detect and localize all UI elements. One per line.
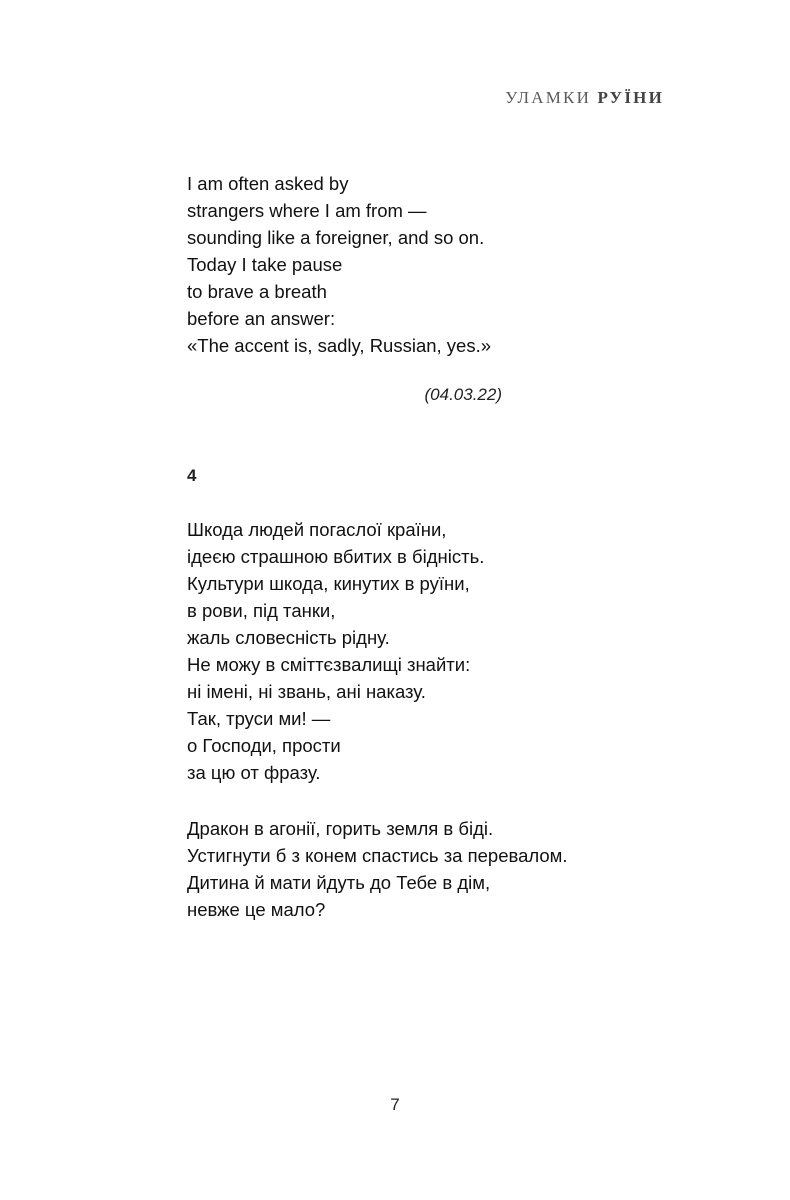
header-title-light: УЛАМКИ bbox=[505, 88, 592, 107]
page-number: 7 bbox=[390, 1095, 400, 1114]
poem-line: I am often asked by bbox=[187, 173, 349, 194]
poem-line: Не можу в сміттєзвалищі знайти: bbox=[187, 654, 471, 675]
poem-line: Today I take pause bbox=[187, 254, 343, 275]
poem-line: Дитина й мати йдуть до Тебе в дім, bbox=[187, 872, 491, 893]
header-title-bold: РУЇНИ bbox=[597, 88, 664, 107]
poem-line: в рови, під танки, bbox=[187, 600, 336, 621]
poem-line: Так, труси ми! — bbox=[187, 708, 331, 729]
poem-line: за цю от фразу. bbox=[187, 762, 321, 783]
poem-line: Шкода людей погаслої країни, bbox=[187, 519, 447, 540]
english-stanza bbox=[187, 170, 491, 359]
poem-line: о Господи, прости bbox=[187, 735, 341, 756]
ukrainian-stanza-2 bbox=[187, 815, 568, 923]
poem-line: ні імені, ні звань, ані наказу. bbox=[187, 681, 426, 702]
poem-line: Устигнути б з конем спастись за перевалом. bbox=[187, 845, 568, 866]
poem-line: before an answer: bbox=[187, 308, 336, 329]
poem-line: Культури шкода, кинутих в руїни, bbox=[187, 573, 470, 594]
poem-date: (04.03.22) bbox=[424, 385, 502, 404]
poem-line: ідеєю страшною вбитих в бідність. bbox=[187, 546, 485, 567]
poem-line: невже це мало? bbox=[187, 899, 326, 920]
poem-line: Дракон в агонії, горить земля в біді. bbox=[187, 818, 494, 839]
poem-line: жаль словесність рідну. bbox=[187, 627, 390, 648]
poem-number: 4 bbox=[187, 466, 197, 485]
poem-line: sounding like a foreigner, and so on. bbox=[187, 227, 485, 248]
running-header bbox=[505, 88, 664, 108]
poem-line: «The accent is, sadly, Russian, yes.» bbox=[187, 335, 492, 356]
poem-line: to brave a breath bbox=[187, 281, 327, 302]
ukrainian-stanza-1 bbox=[187, 516, 484, 786]
poem-line: strangers where I am from — bbox=[187, 200, 427, 221]
